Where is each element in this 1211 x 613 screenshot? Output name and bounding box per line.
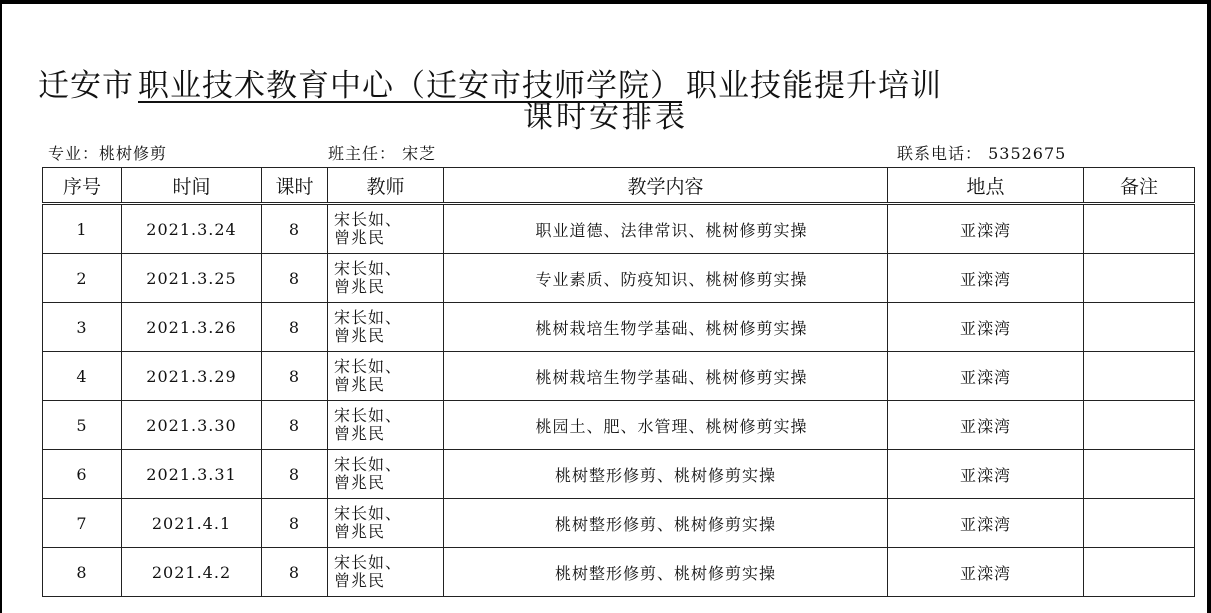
cell-no: 5 xyxy=(43,401,122,450)
table-row xyxy=(43,499,1195,548)
cell-no: 6 xyxy=(43,450,122,499)
table-row xyxy=(43,450,1195,499)
title-city: 迁安市 xyxy=(38,68,134,104)
cell-content: 桃园土、肥、水管理、桃树修剪实操 xyxy=(444,401,888,450)
cell-note xyxy=(1084,548,1195,597)
cell-hours: 8 xyxy=(262,303,328,352)
cell-content: 桃树整形修剪、桃树修剪实操 xyxy=(444,450,888,499)
teacher-name-1: 宋长如、 xyxy=(334,504,403,523)
cell-note xyxy=(1084,352,1195,401)
cell-date: 2021.3.24 xyxy=(122,204,262,254)
cell-no: 3 xyxy=(43,303,122,352)
table-row xyxy=(43,401,1195,450)
table-row xyxy=(43,352,1195,401)
cell-hours: 8 xyxy=(262,204,328,254)
cell-content: 桃树栽培生物学基础、桃树修剪实操 xyxy=(444,352,888,401)
teacher-name-1: 宋长如、 xyxy=(334,553,403,572)
teacher-name-2: 曾兆民 xyxy=(334,228,386,247)
cell-date: 2021.4.2 xyxy=(122,548,262,597)
phone-info: 联系电话： 5352675 xyxy=(897,144,1067,163)
cell-teacher xyxy=(328,401,444,450)
table-header-row xyxy=(43,168,1195,204)
teacher-name-2: 曾兆民 xyxy=(334,326,386,345)
title-institution: 职业技术教育中心（迁安市技师学院） xyxy=(138,68,682,104)
header-no: 序号 xyxy=(43,168,122,204)
cell-no: 8 xyxy=(43,548,122,597)
cell-hours: 8 xyxy=(262,499,328,548)
teacher-name-1: 宋长如、 xyxy=(334,455,403,474)
cell-content: 桃树整形修剪、桃树修剪实操 xyxy=(444,548,888,597)
cell-place: 亚滦湾 xyxy=(888,548,1084,597)
teacher-name-2: 曾兆民 xyxy=(334,522,386,541)
cell-place: 亚滦湾 xyxy=(888,499,1084,548)
table-row xyxy=(43,204,1195,254)
cell-place: 亚滦湾 xyxy=(888,303,1084,352)
cell-note xyxy=(1084,303,1195,352)
document-subtitle: 课时安排表 xyxy=(523,100,688,135)
table-row xyxy=(43,303,1195,352)
cell-hours: 8 xyxy=(262,450,328,499)
header-date: 时间 xyxy=(122,168,262,204)
teacher-name-1: 宋长如、 xyxy=(334,259,403,278)
cell-date: 2021.3.31 xyxy=(122,450,262,499)
cell-teacher xyxy=(328,254,444,303)
teacher-name-2: 曾兆民 xyxy=(334,473,386,492)
major-info: 专业：桃树修剪 xyxy=(48,144,168,163)
header-note: 备注 xyxy=(1084,168,1195,204)
teacher-name-1: 宋长如、 xyxy=(334,357,403,376)
cell-content: 职业道德、法律常识、桃树修剪实操 xyxy=(444,204,888,254)
teacher-name-2: 曾兆民 xyxy=(334,424,386,443)
teacher-name-2: 曾兆民 xyxy=(334,375,386,394)
header-teacher: 教师 xyxy=(328,168,444,204)
page-top-border xyxy=(0,0,1211,4)
table-row xyxy=(43,548,1195,597)
cell-place: 亚滦湾 xyxy=(888,204,1084,254)
cell-hours: 8 xyxy=(262,352,328,401)
cell-teacher xyxy=(328,204,444,254)
teacher-name-2: 曾兆民 xyxy=(334,571,386,590)
cell-content: 桃树栽培生物学基础、桃树修剪实操 xyxy=(444,303,888,352)
cell-hours: 8 xyxy=(262,548,328,597)
head-teacher-info: 班主任： 宋芝 xyxy=(328,144,437,163)
cell-content: 桃树整形修剪、桃树修剪实操 xyxy=(444,499,888,548)
cell-content: 专业素质、防疫知识、桃树修剪实操 xyxy=(444,254,888,303)
cell-date: 2021.3.30 xyxy=(122,401,262,450)
cell-place: 亚滦湾 xyxy=(888,254,1084,303)
teacher-name-1: 宋长如、 xyxy=(334,406,403,425)
cell-place: 亚滦湾 xyxy=(888,450,1084,499)
teacher-name-1: 宋长如、 xyxy=(334,308,403,327)
cell-date: 2021.3.29 xyxy=(122,352,262,401)
cell-place: 亚滦湾 xyxy=(888,401,1084,450)
schedule-table xyxy=(42,167,1195,597)
cell-note xyxy=(1084,450,1195,499)
cell-note xyxy=(1084,204,1195,254)
cell-hours: 8 xyxy=(262,254,328,303)
cell-teacher xyxy=(328,450,444,499)
cell-no: 2 xyxy=(43,254,122,303)
cell-teacher xyxy=(328,499,444,548)
cell-note xyxy=(1084,254,1195,303)
cell-place: 亚滦湾 xyxy=(888,352,1084,401)
cell-hours: 8 xyxy=(262,401,328,450)
cell-date: 2021.4.1 xyxy=(122,499,262,548)
cell-no: 1 xyxy=(43,204,122,254)
teacher-name-2: 曾兆民 xyxy=(334,277,386,296)
cell-no: 7 xyxy=(43,499,122,548)
cell-note xyxy=(1084,401,1195,450)
header-place: 地点 xyxy=(888,168,1084,204)
table-row xyxy=(43,254,1195,303)
cell-date: 2021.3.25 xyxy=(122,254,262,303)
cell-no: 4 xyxy=(43,352,122,401)
cell-teacher xyxy=(328,352,444,401)
cell-teacher xyxy=(328,303,444,352)
title-program: 职业技能提升培训 xyxy=(686,68,942,104)
header-content: 教学内容 xyxy=(444,168,888,204)
cell-teacher xyxy=(328,548,444,597)
cell-note xyxy=(1084,499,1195,548)
header-hours: 课时 xyxy=(262,168,328,204)
cell-date: 2021.3.26 xyxy=(122,303,262,352)
teacher-name-1: 宋长如、 xyxy=(334,210,403,229)
